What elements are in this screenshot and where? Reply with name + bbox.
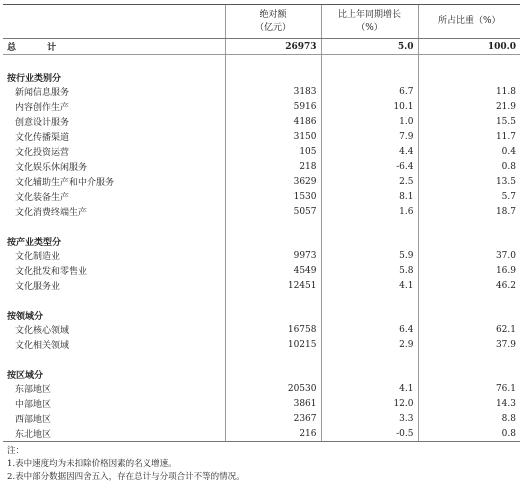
table-row	[3, 99, 520, 114]
header-growth-line1: 比上年同期增长	[338, 10, 401, 20]
section-empty-cell	[225, 367, 321, 381]
section-header-row	[3, 308, 520, 322]
header-blank-cell	[3, 5, 225, 39]
section-empty-cell	[225, 70, 321, 84]
spacer-cell	[321, 55, 418, 71]
row-growth: 10.1	[321, 99, 418, 114]
row-share: 11.7	[418, 129, 520, 144]
row-amount: 216	[225, 426, 321, 442]
spacer-cell	[225, 352, 321, 367]
header-growth-line2: （%）	[356, 23, 383, 33]
total-amount: 26973	[225, 39, 321, 55]
row-growth: 1.0	[321, 114, 418, 129]
row-growth: 3.3	[321, 411, 418, 426]
header-amount	[225, 5, 321, 39]
header-amount-line1: 绝对额	[259, 10, 286, 20]
notes-row	[3, 442, 520, 484]
section-header-row	[3, 367, 520, 381]
row-share: 11.8	[418, 84, 520, 99]
total-row	[3, 39, 520, 55]
row-growth: 4.1	[321, 381, 418, 396]
row-label: 文化娱乐休闲服务	[3, 159, 225, 174]
row-share: 0.8	[418, 159, 520, 174]
table-row	[3, 204, 520, 219]
row-growth: 4.4	[321, 144, 418, 159]
table-row	[3, 322, 520, 337]
table-row	[3, 114, 520, 129]
row-amount: 3629	[225, 174, 321, 189]
table-row	[3, 189, 520, 204]
table-row	[3, 411, 520, 426]
row-share: 15.5	[418, 114, 520, 129]
row-share: 37.0	[418, 248, 520, 263]
row-amount: 2367	[225, 411, 321, 426]
row-label: 东部地区	[3, 381, 225, 396]
section-empty-cell	[418, 234, 520, 248]
spacer-cell	[3, 293, 225, 308]
row-label: 文化核心领域	[3, 322, 225, 337]
row-amount: 5916	[225, 99, 321, 114]
spacer-cell	[225, 55, 321, 71]
row-label: 文化服务业	[3, 278, 225, 293]
spacer-cell	[3, 352, 225, 367]
row-share: 76.1	[418, 381, 520, 396]
row-label: 文化制造业	[3, 248, 225, 263]
row-label: 文化投资运营	[3, 144, 225, 159]
row-growth: 8.1	[321, 189, 418, 204]
section-title: 按产业类型分	[3, 234, 225, 248]
table-row	[3, 129, 520, 144]
table-row	[3, 396, 520, 411]
spacer-cell	[3, 219, 225, 234]
row-share: 16.9	[418, 263, 520, 278]
spacer-cell	[418, 55, 520, 71]
culture-revenue-table	[3, 4, 520, 484]
row-share: 13.5	[418, 174, 520, 189]
spacer-row	[3, 55, 520, 71]
total-growth: 5.0	[321, 39, 418, 55]
spacer-cell	[418, 293, 520, 308]
spacer-cell	[321, 219, 418, 234]
row-label: 文化批发和零售业	[3, 263, 225, 278]
note-line: 1.表中速度均为未扣除价格因素的名义增速。	[7, 458, 520, 471]
section-header-row	[3, 70, 520, 84]
row-growth: 6.7	[321, 84, 418, 99]
row-label: 东北地区	[3, 426, 225, 442]
table-row	[3, 337, 520, 352]
row-label: 文化相关领域	[3, 337, 225, 352]
spacer-row	[3, 293, 520, 308]
spacer-cell	[418, 219, 520, 234]
row-share: 46.2	[418, 278, 520, 293]
row-amount: 20530	[225, 381, 321, 396]
header-share-text: 所占比重（%）	[438, 16, 501, 26]
table-row	[3, 159, 520, 174]
table-row	[3, 381, 520, 396]
row-amount: 3861	[225, 396, 321, 411]
notes-cell	[3, 442, 520, 484]
row-label: 文化装备生产	[3, 189, 225, 204]
table-row	[3, 426, 520, 442]
row-growth: 2.9	[321, 337, 418, 352]
spacer-cell	[225, 219, 321, 234]
header-growth	[321, 5, 418, 39]
spacer-cell	[3, 55, 225, 71]
header-amount-line2: （亿元）	[255, 23, 291, 33]
row-share: 21.9	[418, 99, 520, 114]
spacer-row	[3, 219, 520, 234]
row-share: 14.3	[418, 396, 520, 411]
row-share: 62.1	[418, 322, 520, 337]
row-label: 文化辅助生产和中介服务	[3, 174, 225, 189]
row-amount: 3150	[225, 129, 321, 144]
section-empty-cell	[225, 308, 321, 322]
row-share: 5.7	[418, 189, 520, 204]
row-amount: 3183	[225, 84, 321, 99]
note-line: 2.表中部分数据因四舍五入，存在总计与分项合计不等的情况。	[7, 471, 520, 484]
spacer-cell	[321, 352, 418, 367]
row-growth: 7.9	[321, 129, 418, 144]
row-share: 8.8	[418, 411, 520, 426]
row-growth: 6.4	[321, 322, 418, 337]
row-amount: 9973	[225, 248, 321, 263]
row-amount: 10215	[225, 337, 321, 352]
table-row	[3, 144, 520, 159]
row-amount: 4549	[225, 263, 321, 278]
table-row	[3, 263, 520, 278]
section-empty-cell	[321, 70, 418, 84]
note-line: 注：	[7, 445, 520, 458]
row-growth: -6.4	[321, 159, 418, 174]
total-label: 总 计	[3, 39, 225, 55]
row-label: 内容创作生产	[3, 99, 225, 114]
spacer-cell	[418, 352, 520, 367]
total-share: 100.0	[418, 39, 520, 55]
row-growth: 5.8	[321, 263, 418, 278]
row-share: 0.4	[418, 144, 520, 159]
row-label: 文化消费终端生产	[3, 204, 225, 219]
section-empty-cell	[225, 234, 321, 248]
row-label: 新闻信息服务	[3, 84, 225, 99]
row-growth: 12.0	[321, 396, 418, 411]
row-amount: 4186	[225, 114, 321, 129]
row-amount: 105	[225, 144, 321, 159]
spacer-cell	[225, 293, 321, 308]
table-row	[3, 84, 520, 99]
table-header-row	[3, 5, 520, 39]
row-label: 中部地区	[3, 396, 225, 411]
section-empty-cell	[418, 367, 520, 381]
row-amount: 1530	[225, 189, 321, 204]
row-growth: -0.5	[321, 426, 418, 442]
section-empty-cell	[321, 234, 418, 248]
row-label: 文化传播渠道	[3, 129, 225, 144]
spacer-cell	[321, 293, 418, 308]
row-amount: 12451	[225, 278, 321, 293]
section-empty-cell	[418, 70, 520, 84]
spacer-row	[3, 352, 520, 367]
row-amount: 16758	[225, 322, 321, 337]
section-title: 按区域分	[3, 367, 225, 381]
row-amount: 218	[225, 159, 321, 174]
table-row	[3, 248, 520, 263]
row-label: 西部地区	[3, 411, 225, 426]
header-share	[418, 5, 520, 39]
row-growth: 2.5	[321, 174, 418, 189]
row-growth: 1.6	[321, 204, 418, 219]
row-growth: 4.1	[321, 278, 418, 293]
row-growth: 5.9	[321, 248, 418, 263]
section-title: 按领域分	[3, 308, 225, 322]
row-share: 0.8	[418, 426, 520, 442]
row-share: 37.9	[418, 337, 520, 352]
row-share: 18.7	[418, 204, 520, 219]
section-header-row	[3, 234, 520, 248]
table-row	[3, 174, 520, 189]
row-amount: 5057	[225, 204, 321, 219]
section-empty-cell	[418, 308, 520, 322]
section-empty-cell	[321, 308, 418, 322]
table-row	[3, 278, 520, 293]
row-label: 创意设计服务	[3, 114, 225, 129]
section-empty-cell	[321, 367, 418, 381]
section-title: 按行业类别分	[3, 70, 225, 84]
